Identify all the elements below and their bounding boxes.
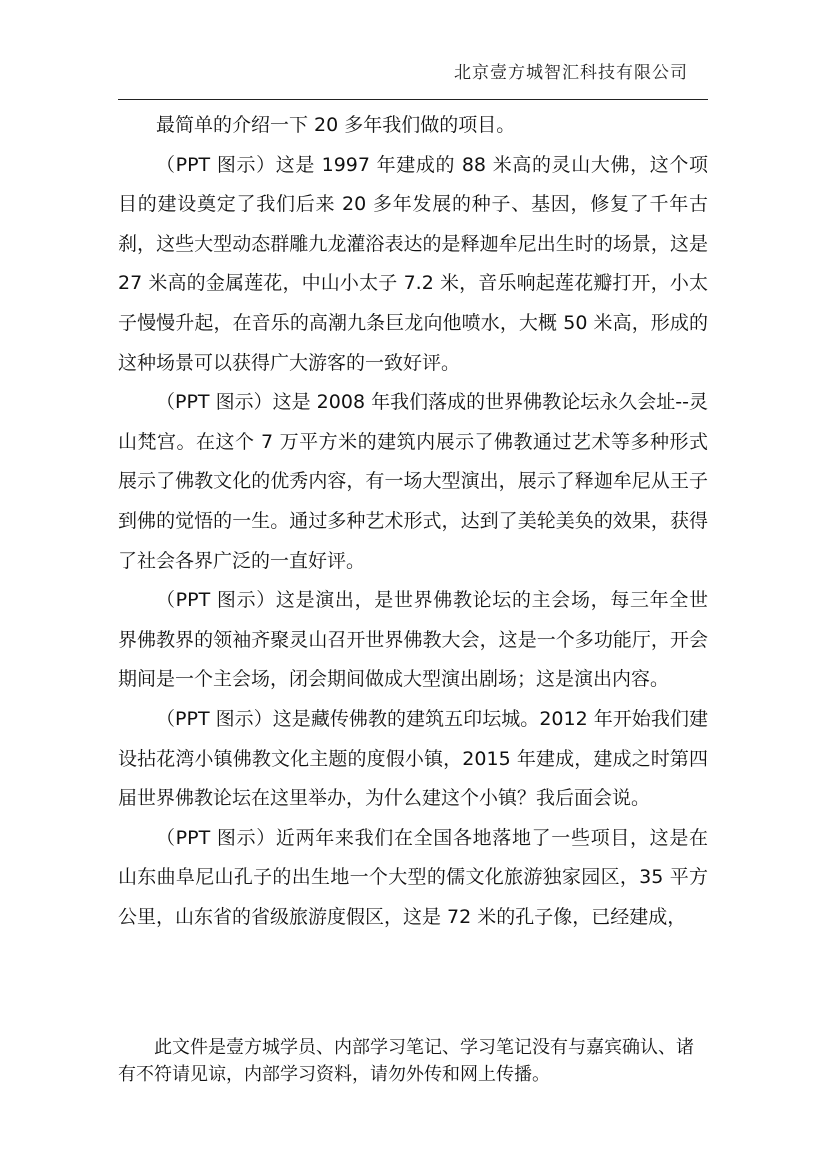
document-header-company: 北京壹方城智汇科技有限公司 <box>454 63 688 83</box>
document-body <box>118 106 708 937</box>
paragraph-fangong: （PPT 图示）这是 2008 年我们落成的世界佛教论坛永久会址--灵山梵宫。在这个 7 万平方米的建筑内展示了佛教通过艺术等多种形式展示了佛教文化的优秀内容，有一场大型演出，展示了释迦牟尼从王子到佛的觉悟的一生。通过多种艺术形式，达到了美轮美奂的效果，获得了社会各界广泛的一直好评。 <box>118 391 708 572</box>
paragraph-nianhua-bay: （PPT 图示）这是藏传佛教的建筑五印坛城。2012 年开始我们建设拈花湾小镇佛教文化主题的度假小镇，2015 年建成，建成之时第四届世界佛教论坛在这里举办，为什么建这个小镇？我后面会说。 <box>118 707 708 810</box>
paragraph-performance: （PPT 图示）这是演出，是世界佛教论坛的主会场，每三年全世界佛教界的领袖齐聚灵山召开世界佛教大会，这是一个多功能厅，开会期间是一个主会场，闭会期间做成大型演出剧场；这是演出内容。 <box>118 589 708 691</box>
document-footer-notice: 此文件是壹方城学员、内部学习笔记、学习笔记没有与嘉宾确认、诸有不符请见谅，内部学习资料，请勿外传和网上传播。 <box>118 1037 694 1085</box>
paragraph-lingshan-buddha: （PPT 图示）这是 1997 年建成的 88 米高的灵山大佛，这个项目的建设奠定了我们后来 20 多年发展的种子、基因，修复了千年古刹，这些大型动态群雕九龙灌浴表达的是释迦牟尼出生时的场景，这是 27 米高的金属莲花，中山小太子 7.2 米，音乐响起莲花瓣打开，小太子慢慢升起，在音乐的高潮九条巨龙向他喷水，大概 50 米高，形成的这种场景可以获得广大游客的一致好评。 <box>118 153 708 374</box>
paragraph-intro: 最简单的介绍一下 20 多年我们做的项目。 <box>156 114 516 136</box>
header-divider <box>118 99 708 100</box>
paragraph-nishan: （PPT 图示）近两年来我们在全国各地落地了一些项目，这是在山东曲阜尼山孔子的出生地一个大型的儒文化旅游独家园区，35 平方公里，山东省的省级旅游度假区，这是 72 米的孔子像，已经建成， <box>118 826 708 928</box>
